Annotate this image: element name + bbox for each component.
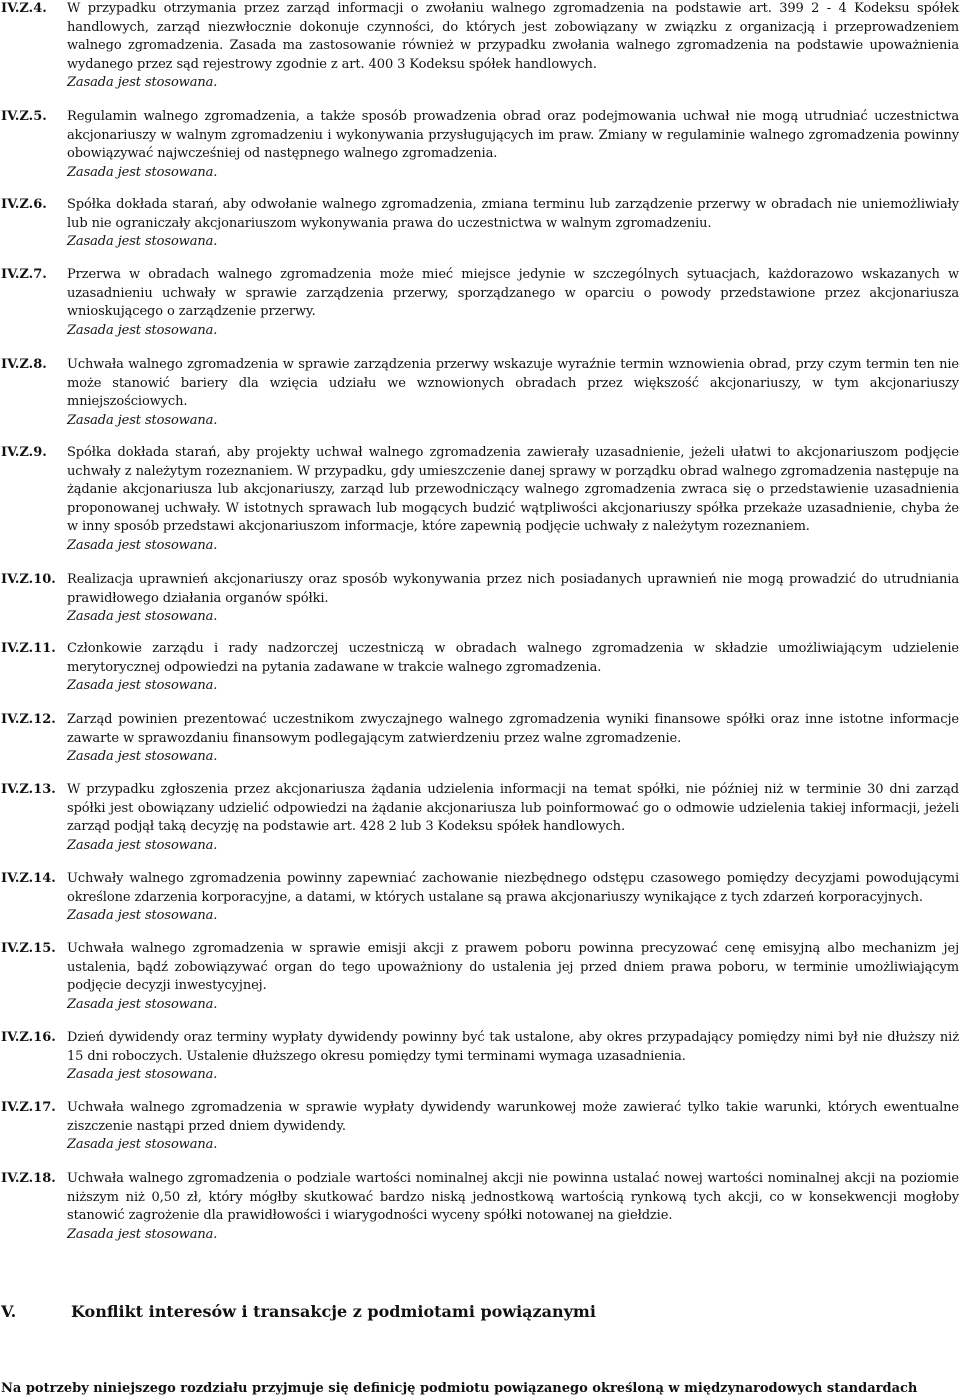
compliance-note: Zasada jest stosowana.: [67, 996, 218, 1012]
compliance-note: Zasada jest stosowana.: [67, 1226, 218, 1242]
rule-text: Spółka dokłada starań, aby projekty uchwał walnego zgromadzenia zawierały uzasadnienie, jeżeli ułatwi to akcjonariuszom podjęcie uchwały z należytym rozeznaniem. W przypadku, gdy umieszczenie danej sprawy w porządku obrad walnego zgromadzenia następuje na żądanie akcjonariusza lub akcjonariuszy, zarząd lub przewodniczący walnego zgromadzenia zwraca się o przedstawienie uzasadnienia proponowanej uchwały. W istotnych sprawach lub mogących budzić wątpliwości akcjonariuszy spółka przekaże uzasadnienie, chyba że w inny sposób przedstawi akcjonariuszom informacje, które zapewnią podjęcie uchwały z należytym rozeznaniem.: [67, 445, 959, 535]
rule-number: IV.Z.5.: [1, 109, 47, 124]
rule-body: [67, 940, 959, 1014]
compliance-note: Zasada jest stosowana.: [67, 164, 218, 180]
compliance-note: Zasada jest stosowana.: [67, 749, 218, 765]
rule-body: [67, 571, 959, 627]
compliance-note: Zasada jest stosowana.: [67, 1067, 218, 1083]
rule-body: [67, 870, 959, 926]
rule-text: W przypadku zgłoszenia przez akcjonariusza żądania udzielenia informacji na temat spółki, nie później niż w terminie 30 dni zarząd spółki jest obowiązany udzielić odpowiedzi na żądanie akcjonariusza lub poinformować go o odmowie udzielenia takiej informacji, jeżeli zarząd podjął taką decyzję na podstawie art. 428 2 lub 3 Kodeksu spółek handlowych.: [67, 782, 959, 835]
rule-number: IV.Z.9.: [1, 445, 47, 460]
rule-number: IV.Z.8.: [1, 357, 47, 372]
compliance-note: Zasada jest stosowana.: [67, 908, 218, 924]
rule-text: Uchwały walnego zgromadzenia powinny zapewniać zachowanie niezbędnego odstępu czasowego pomiędzy decyzjami powodującymi określone zdarzenia korporacyjne, a datami, w których ustalane są prawa akcjonariuszy wynikające z tych zdarzeń korporacyjnych.: [67, 871, 959, 905]
rule-number: IV.Z.7.: [1, 267, 47, 282]
rule-number: IV.Z.14.: [1, 871, 56, 886]
compliance-note: Zasada jest stosowana.: [67, 75, 218, 91]
rule-body: [67, 108, 959, 182]
compliance-note: Zasada jest stosowana.: [67, 837, 218, 853]
section-number: V.: [1, 1302, 17, 1321]
rule-number: IV.Z.16.: [1, 1030, 56, 1045]
rule-body: [67, 711, 959, 767]
rule-body: [67, 1170, 959, 1244]
rule-text: Dzień dywidendy oraz terminy wypłaty dywidendy powinny być tak ustalone, aby okres przypadający pomiędzy nimi był nie dłuższy niż 15 dni roboczych. Ustalenie dłuższego okresu pomiędzy tymi terminami wymaga uzasadnienia.: [67, 1030, 959, 1064]
rule-number: IV.Z.4.: [1, 1, 47, 16]
rule-number: IV.Z.13.: [1, 782, 56, 797]
compliance-note: Zasada jest stosowana.: [67, 537, 218, 553]
rule-body: [67, 196, 959, 252]
rule-text: Uchwała walnego zgromadzenia w sprawie emisji akcji z prawem poboru powinna precyzować cenę emisyjną albo mechanizm jej ustalenia, bądź zobowiązywać organ do tego upoważniony do ustalenia jej przed dniem prawa poboru, w terminie umożliwiającym podjęcie decyzji inwestycyjnej.: [67, 941, 959, 994]
rule-number: IV.Z.11.: [1, 641, 56, 656]
rule-text: Członkowie zarządu i rady nadzorczej uczestniczą w obradach walnego zgromadzenia w składzie umożliwiającym udzielenie merytorycznej odpowiedzi na pytania zadawane w trakcie walnego zgromadzenia.: [67, 641, 959, 675]
rule-body: [67, 444, 959, 556]
rule-body: [67, 1029, 959, 1085]
rule-body: [67, 266, 959, 340]
rule-number: IV.Z.17.: [1, 1100, 56, 1115]
section-intro-text: Na potrzeby niniejszego rozdziału przyjmuje się definicję podmiotu powiązanego określoną w międzynarodowych standardach: [1, 1381, 918, 1396]
compliance-note: Zasada jest stosowana.: [67, 412, 218, 428]
rule-number: IV.Z.12.: [1, 712, 56, 727]
compliance-note: Zasada jest stosowana.: [67, 609, 218, 625]
compliance-note: Zasada jest stosowana.: [67, 234, 218, 250]
rule-body: [67, 781, 959, 855]
rule-text: Spółka dokłada starań, aby odwołanie walnego zgromadzenia, zmiana terminu lub zarządzenie przerwy w obradach nie uniemożliwiały lub nie ograniczały akcjonariuszom wykonywania prawa do uczestnictwa w walnym zgromadzeniu.: [67, 197, 959, 231]
rule-text: Uchwała walnego zgromadzenia w sprawie zarządzenia przerwy wskazuje wyraźnie termin wznowienia obrad, przy czym termin ten nie może stanowić bariery dla wzięcia udziału we wznowionych obradach przez większość akcjonariuszy, w tym akcjonariuszy mniejszościowych.: [67, 357, 959, 410]
rule-text: Uchwała walnego zgromadzenia w sprawie wypłaty dywidendy warunkowej może zawierać tylko takie warunki, których ewentualne ziszczenie nastąpi przed dniem dywidendy.: [67, 1100, 959, 1134]
rule-text: Przerwa w obradach walnego zgromadzenia może mieć miejsce jedynie w szczególnych sytuacjach, każdorazowo wskazanych w uzasadnieniu uchwały w sprawie zarządzenia przerwy, sporządzanego w oparciu o powody przedstawione przez akcjonariusza wnioskującego o zarządzenie przerwy.: [67, 267, 959, 320]
compliance-note: Zasada jest stosowana.: [67, 678, 218, 694]
rule-text: Realizacja uprawnień akcjonariuszy oraz sposób wykonywania przez nich posiadanych uprawnień nie mogą prowadzić do utrudniania prawidłowego działania organów spółki.: [67, 572, 959, 606]
compliance-note: Zasada jest stosowana.: [67, 322, 218, 338]
rule-body: [67, 1099, 959, 1155]
rule-text: Zarząd powinien prezentować uczestnikom zwyczajnego walnego zgromadzenia wyniki finansowe spółki oraz inne istotne informacje zawarte w sprawozdaniu finansowym podlegającym zatwierdzeniu przez walne zgromadzenie.: [67, 712, 959, 746]
rule-text: W przypadku otrzymania przez zarząd informacji o zwołaniu walnego zgromadzenia na podstawie art. 399 2 - 4 Kodeksu spółek handlowych, zarząd niezwłocznie dokonuje czynności, do których jest zobowiązany w związku z organizacją i przeprowadzeniem walnego zgromadzenia. Zasada ma zastosowanie również w przypadku zwołania walnego zgromadzenia na podstawie upoważnienia wydanego przez sąd rejestrowy zgodnie z art. 400 3 Kodeksu spółek handlowych.: [67, 1, 959, 72]
rule-number: IV.Z.18.: [1, 1171, 56, 1186]
rule-body: [67, 356, 959, 430]
section-title: Konflikt interesów i transakcje z podmiotami powiązanymi: [71, 1302, 596, 1321]
rule-text: Uchwała walnego zgromadzenia o podziale wartości nominalnej akcji nie powinna ustalać nowej wartości nominalnej akcji na poziomie niższym niż 0,50 zł, który mógłby skutkować bardzo niską jednostkową wartością rynkową tych akcji, co w konsekwencji mogłoby stanowić zagrożenie dla prawidłowości i wiarygodności wyceny spółki notowanej na giełdzie.: [67, 1171, 959, 1224]
rule-body: [67, 0, 959, 93]
rule-number: IV.Z.6.: [1, 197, 47, 212]
compliance-note: Zasada jest stosowana.: [67, 1137, 218, 1153]
rule-number: IV.Z.10.: [1, 572, 56, 587]
rule-text: Regulamin walnego zgromadzenia, a także sposób prowadzenia obrad oraz podejmowania uchwał nie mogą utrudniać uczestnictwa akcjonariuszy w walnym zgromadzeniu i wykonywania przysługujących im praw. Zmiany w regulaminie walnego zgromadzenia powinny obowiązywać najwcześniej od następnego walnego zgromadzenia.: [67, 109, 959, 162]
rule-number: IV.Z.15.: [1, 941, 56, 956]
rule-body: [67, 640, 959, 696]
